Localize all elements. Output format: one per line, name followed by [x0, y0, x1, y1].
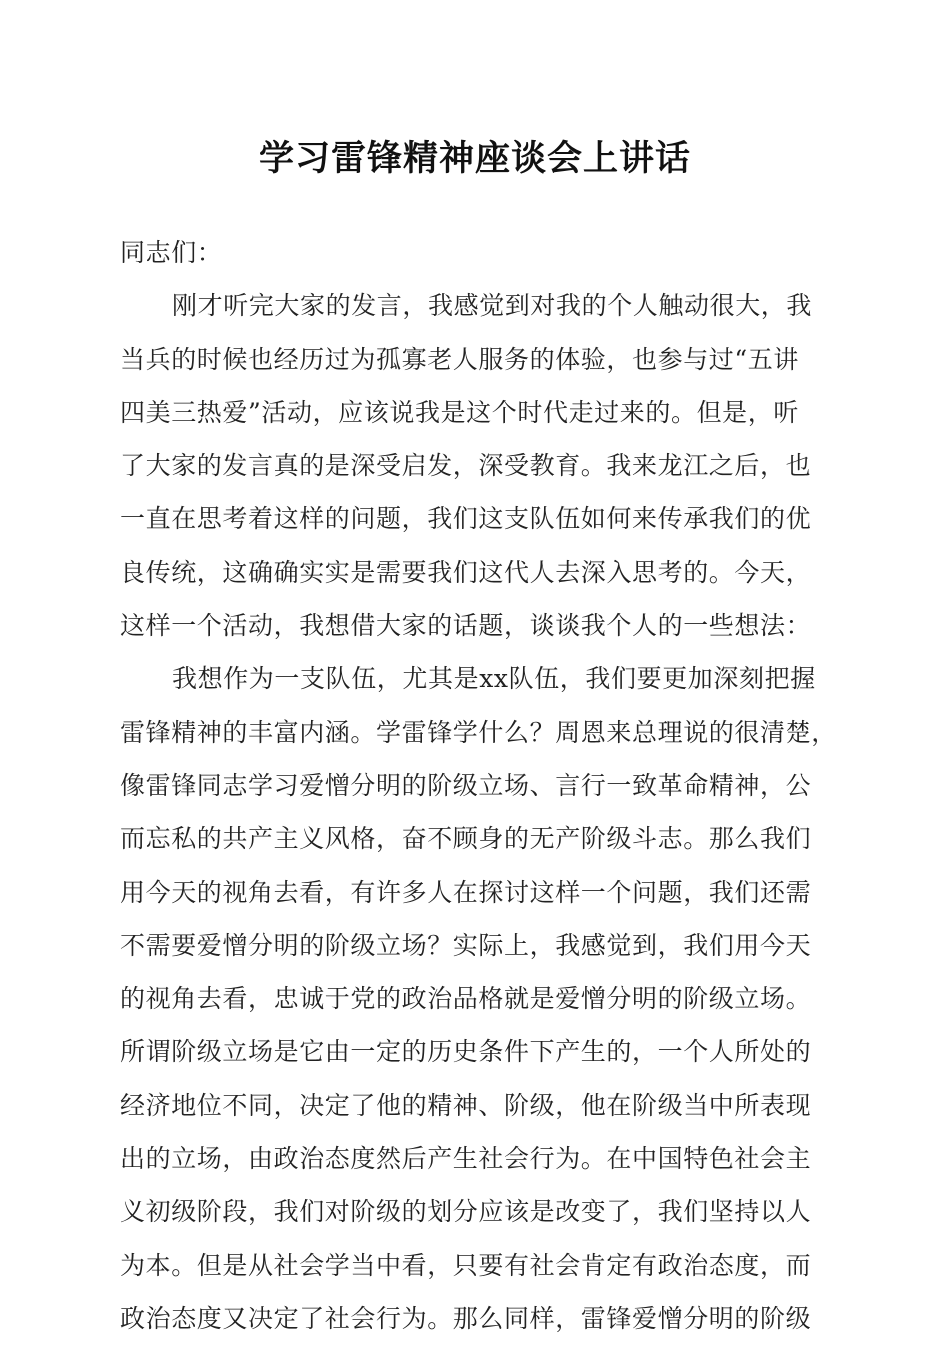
document-title: 学习雷锋精神座谈会上讲话 — [258, 138, 691, 179]
text-line: 所谓阶级立场是它由一定的历史条件下产生的，一个人所处的 — [120, 1037, 812, 1067]
text-line: 了大家的发言真的是深受启发，深受教育。我来龙江之后，也 — [120, 451, 812, 481]
text-line: 的视角去看，忠诚于党的政治品格就是爱憎分明的阶级立场。 — [120, 984, 812, 1014]
text-line: 而忘私的共产主义风格，奋不顾身的无产阶级斗志。那么我们 — [120, 824, 812, 854]
text-line: 用今天的视角去看，有许多人在探讨这样一个问题，我们还需 — [120, 877, 812, 907]
text-line: 像雷锋同志学习爱憎分明的阶级立场、言行一致革命精神，公 — [120, 770, 812, 800]
text-line: 刚才听完大家的发言，我感觉到对我的个人触动很大，我 — [172, 291, 813, 321]
text-line: 雷锋精神的丰富内涵。学雷锋学什么？周恩来总理说的很清楚， — [120, 717, 837, 747]
text-line: 良传统，这确确实实是需要我们这代人去深入思考的。今天， — [120, 557, 812, 587]
text-line: 一直在思考着这样的问题，我们这支队伍如何来传承我们的优 — [120, 504, 812, 534]
text-line: 不需要爱憎分明的阶级立场？实际上，我感觉到，我们用今天 — [120, 930, 812, 960]
text-line: 四美三热爱”活动，应该说我是这个时代走过来的。但是，听 — [120, 397, 799, 427]
text-line: 出的立场，由政治态度然后产生社会行为。在中国特色社会主 — [120, 1144, 812, 1174]
text-line: 经济地位不同，决定了他的精神、阶级，他在阶级当中所表现 — [120, 1090, 812, 1120]
document-body — [120, 226, 837, 1345]
text-line: 为本。但是从社会学当中看，只要有社会肯定有政治态度，而 — [120, 1250, 812, 1280]
text-line: 我想作为一支队伍，尤其是xx队伍，我们要更加深刻把握 — [172, 664, 816, 694]
text-line: 政治态度又决定了社会行为。那么同样，雷锋爱憎分明的阶级 — [120, 1303, 812, 1333]
text-line: 同志们： — [120, 238, 223, 267]
text-line: 这样一个活动，我想借大家的话题，谈谈我个人的一些想法： — [120, 611, 812, 641]
text-line: 当兵的时候也经历过为孤寡老人服务的体验，也参与过“五讲 — [120, 344, 799, 374]
text-line: 义初级阶段，我们对阶级的划分应该是改变了，我们坚持以人 — [120, 1197, 812, 1227]
